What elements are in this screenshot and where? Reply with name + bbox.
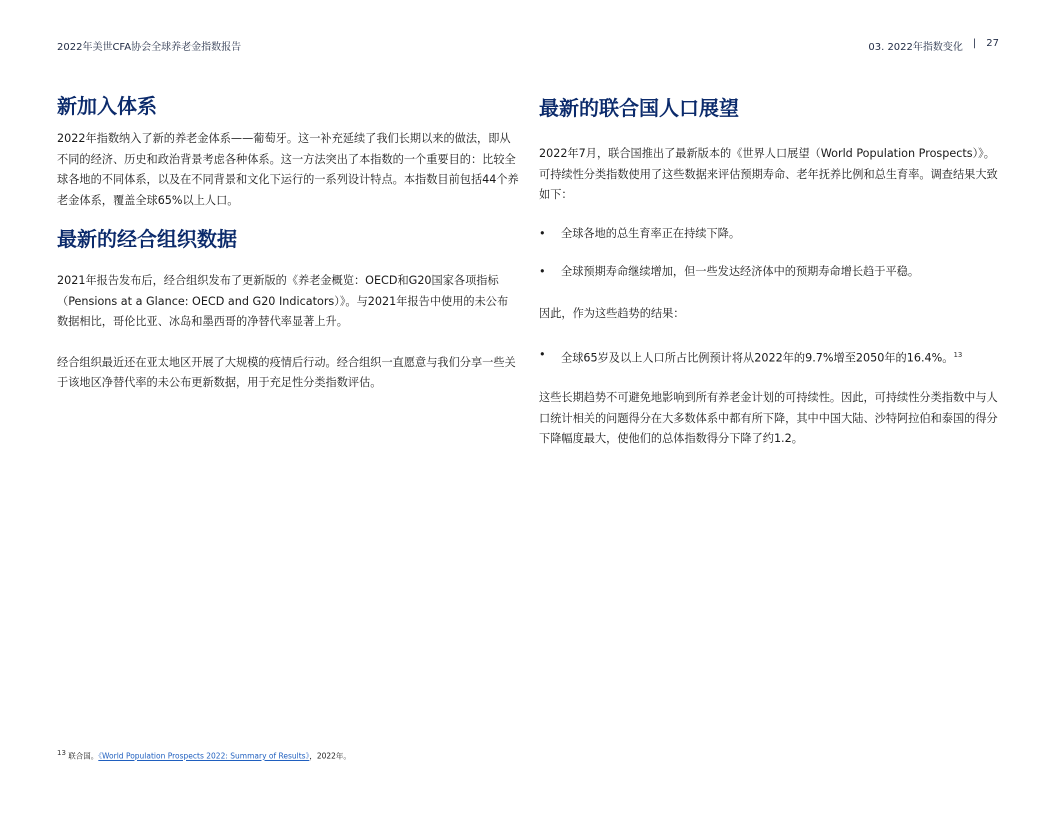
paragraph-new-systems: 2022年指数纳入了新的养老金体系——葡萄牙。这一补充延续了我们长期以来的做法，即从不同的经济、历史和政治背景考虑各种体系。这一方法突出了本指数的一个重要目的：比较全球各地的不同体系，以及在不同背景和文化下运行的一系列设计特点。本指数目前包括44个养老金体系，覆盖全球65%以上人口。: [57, 132, 519, 207]
footnote-ref[interactable]: 13: [953, 351, 963, 359]
paragraph-un-intro: 2022年7月，联合国推出了最新版本的《世界人口展望（World Population Prospects）》。可持续性分类指数使用了这些数据来评估预期寿命、老年抚养比例和总生育率。调查结果大致如下：: [539, 147, 998, 201]
footnote-number: 13: [57, 749, 66, 757]
section-label: 03. 2022年指数变化: [868, 42, 963, 53]
bullet-icon: •: [539, 348, 546, 361]
bullet-icon: •: [539, 265, 546, 278]
left-column: [57, 92, 519, 394]
footnote-suffix: ，2022年。: [309, 751, 351, 761]
list-item: [539, 345, 1001, 369]
footnote-prefix: 联合国。: [65, 751, 99, 761]
bullet-icon: •: [539, 226, 546, 240]
page-header-right: [868, 38, 999, 53]
heading-new-systems: 新加入体系: [57, 94, 157, 118]
heading-oecd-data: 最新的经合组织数据: [57, 227, 237, 251]
footnote-link[interactable]: 《World Population Prospects 2022: Summary of Results》: [98, 751, 310, 761]
header-separator: |: [972, 38, 977, 49]
heading-un-population: 最新的联合国人口展望: [539, 96, 739, 120]
right-column: [539, 94, 1001, 450]
bullet-text: 全球65岁及以上人口所占比例预计将从2022年的9.7%增至2050年的16.4%。: [561, 351, 954, 365]
paragraph-oecd-update: 2021年报告发布后，经合组织发布了更新版的《养老金概览：OECD和G20国家各项指标（Pensions at a Glance: OECD and G20 Indicators）》。与2021年报告中使用的未公布数据相比，哥伦比亚、冰岛和墨西哥的净替代率显著上升。: [57, 274, 509, 328]
footnote: [57, 749, 351, 762]
paragraph-oecd-asia: 经合组织最近还在亚太地区开展了大规模的疫情后行动。经合组织一直愿意与我们分享一些关于该地区净替代率的未公布更新数据，用于充足性分类指数评估。: [57, 355, 516, 389]
paragraph-transition: 因此，作为这些趋势的结果：: [539, 306, 685, 320]
list-item: [539, 262, 1001, 283]
report-title: 2022年美世CFA协会全球养老金指数报告: [57, 42, 242, 53]
page-number: 27: [986, 38, 999, 49]
list-item: [539, 224, 1001, 245]
bullet-text: 全球各地的总生育率正在持续下降。: [561, 226, 741, 240]
paragraph-closing: 这些长期趋势不可避免地影响到所有养老金计划的可持续性。因此，可持续性分类指数中与人口统计相关的问题得分在大多数体系中都有所下降，其中中国大陆、沙特阿拉伯和泰国的得分下降幅度最大，使他们的总体指数得分下降了约1.2。: [539, 391, 998, 446]
bullet-text: 全球预期寿命继续增加，但一些发达经济体中的预期寿命增长趋于平稳。: [561, 265, 920, 278]
